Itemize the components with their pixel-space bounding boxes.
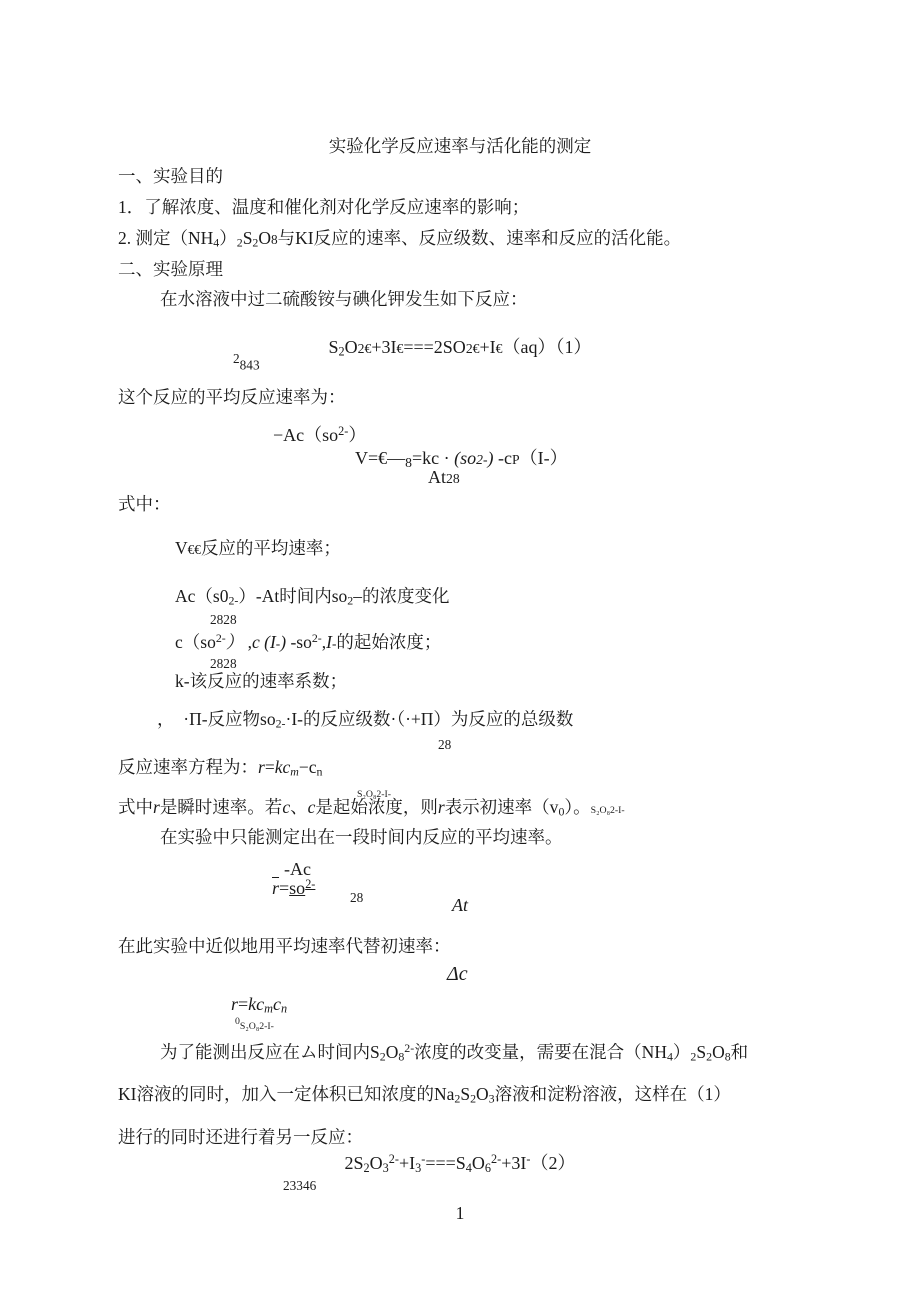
paragraph-line-3: 进行的同时还进行着另一反应： — [118, 1127, 363, 1147]
equation-2-subscript: 23346 — [283, 1178, 317, 1193]
rate-equation-line: 反应速率方程为：$r=kc_m-c_n$ — [118, 757, 323, 779]
avg-rate-fraction-expression: $\overline{r}=so^{2-}$ — [272, 877, 316, 899]
definition-v: V€€反应的平均速率； — [175, 538, 341, 558]
avg-rate-fraction-denominator: At — [452, 895, 468, 915]
rate-formula-denominator: At28 — [428, 467, 460, 487]
initial-rate-annotation: $^0$S₂O₈2-I- — [235, 1016, 274, 1032]
section-heading-principle: 二、实验原理 — [118, 259, 223, 279]
section-heading-purpose: 一、实验目的 — [118, 166, 223, 186]
purpose-item-1: 1．了解浓度、温度和催化剂对化学反应速率的影响； — [118, 197, 530, 217]
where-label: 式中： — [118, 494, 171, 514]
definition-c0-subscript: 2828 — [210, 656, 237, 671]
instant-rate-note: 式中r是瞬时速率。若c、c是起始浓度，则r表示初速率$(v_0)$。S₂O₈2-I- — [118, 797, 625, 819]
paragraph-line-2: KI溶液的同时，加入一定体积已知浓度的$Na_2S_2O_3$溶液和淀粉溶液，这样在（1） — [118, 1084, 731, 1106]
paragraph-line-1: 为了能测出反应在ム时间内$S_2O_8^{2-}$浓度的改变量，需要在混合$(NH_4)_2S_2O_8$和 — [160, 1041, 749, 1064]
rate-equation-annotation: S₂O₈2-I- — [357, 789, 392, 800]
avg-rate-fraction-numerator: -Ac — [284, 859, 311, 879]
avg-rate-intro: 这个反应的平均反应速率为： — [118, 387, 346, 407]
equation-2: $2S_2O_3^{2-}+I_3^-===S_4O_6^{2-}+3I^-(2)$ — [344, 1152, 576, 1175]
definition-orders-subscript: 28 — [438, 737, 452, 752]
page-title: 实验化学反应速率与活化能的测定 — [328, 136, 592, 156]
rate-formula: $V=€—_8=kc \cdot (so2-)$ -cP（I-） — [355, 448, 568, 470]
avg-rate-note: 在实验中只能测定出在一段时间内反应的平均速率。 — [160, 827, 563, 847]
delta-c-symbol: Δc — [447, 963, 468, 985]
principle-intro: 在水溶液中过二硫酸铵与碘化钾发生如下反应： — [160, 289, 528, 309]
initial-rate-formula: $r=kc_mc_n$ — [231, 994, 288, 1016]
approx-note: 在此实验中近似地用平均速率代替初速率： — [118, 936, 451, 956]
avg-rate-fraction-subscript: 28 — [350, 890, 364, 905]
page-number: 1 — [455, 1203, 465, 1223]
definition-delta-c: $Ac(s0_{2-})-At$时间内$so_2-$的浓度变化 — [175, 586, 450, 608]
purpose-item-2: 2. 测定$(NH_4)_2S_2O8$与KI反应的速率、反应级数、速率和反应的活化能。 — [118, 228, 682, 250]
definition-delta-c-subscript: 2828 — [210, 612, 237, 627]
equation-1-subscript: $^2$843 — [233, 351, 260, 373]
definition-orders: ， ·Π-反应物$so_{2-}\cdot I-$的反应级数·（·+Π）为反应的总级数 — [157, 709, 574, 731]
equation-1: $S_2O2€+3I€===2SO2€+I€(aq)(1)$ — [328, 337, 592, 359]
rate-formula-numerator: $-Ac(so^{2-})$ — [273, 424, 367, 446]
definition-k: k-该反应的速率系数； — [175, 671, 348, 691]
definition-c0: $c(so^{2-})$ ,c (I-) $-so^{2-},I-$的起始浓度； — [175, 631, 442, 652]
